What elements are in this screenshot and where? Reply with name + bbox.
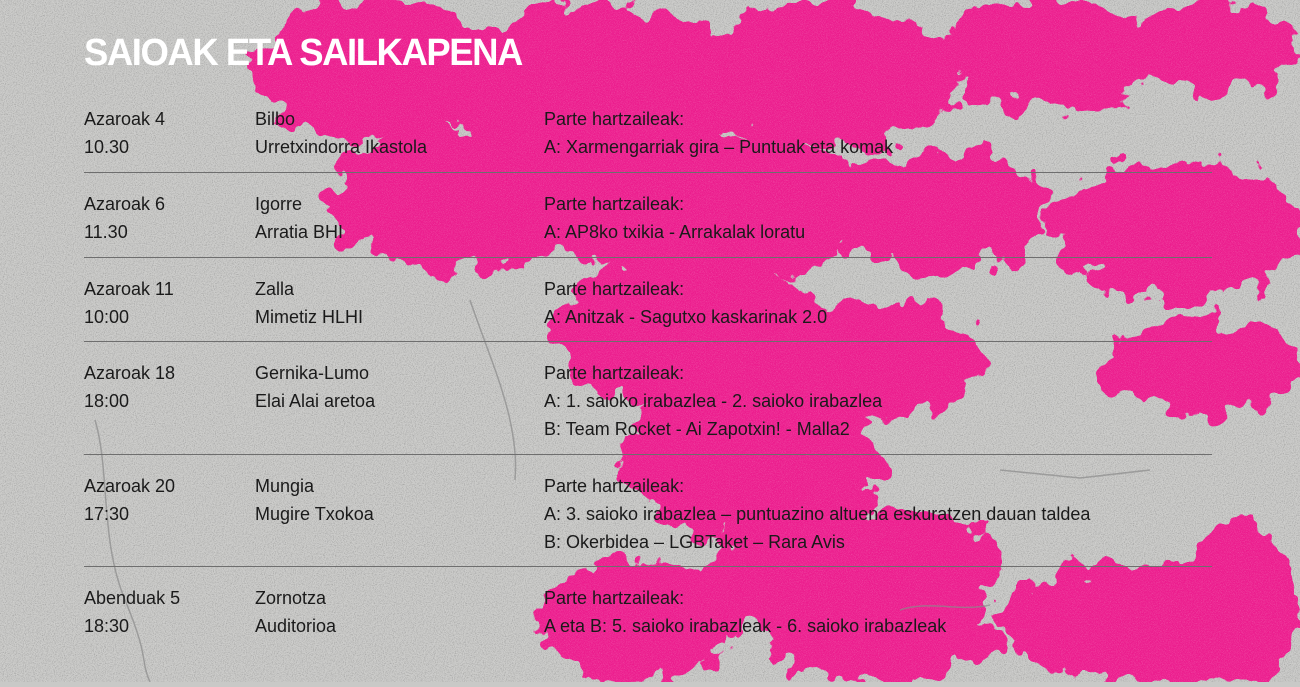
date-time-cell (84, 584, 180, 640)
participants-line: A: AP8ko txikia - Arrakalak loratu (544, 222, 806, 242)
session-date: Azaroak 18 (84, 363, 176, 383)
session-date: Azaroak 6 (84, 194, 166, 214)
session-date: Azaroak 11 (84, 279, 174, 299)
session-time: 11.30 (84, 222, 128, 242)
session-town: Gernika-Lumo (255, 363, 370, 383)
session-venue: Auditorioa (255, 616, 337, 636)
session-time: 18:30 (84, 616, 130, 636)
session-time: 17:30 (84, 504, 130, 524)
session-date: Abenduak 5 (84, 588, 181, 608)
schedule-row (84, 567, 1212, 687)
schedule-row (84, 342, 1212, 455)
participants-label: Parte hartzaileak: (544, 279, 685, 299)
session-town: Bilbo (255, 109, 296, 129)
session-venue: Urretxindorra Ikastola (255, 137, 428, 157)
location-cell (255, 359, 375, 415)
participants-label: Parte hartzaileak: (544, 476, 685, 496)
session-venue: Elai Alai aretoa (255, 391, 376, 411)
schedule-row (84, 455, 1212, 567)
date-time-cell (84, 275, 174, 331)
session-town: Zalla (255, 279, 295, 299)
schedule-table (84, 88, 1212, 687)
participants-line: A: 1. saioko irabazlea - 2. saioko irabazlea (544, 391, 883, 411)
participants-label: Parte hartzaileak: (544, 363, 685, 383)
page-title: SAIOAK ETA SAILKAPENA (84, 32, 522, 74)
session-date: Azaroak 4 (84, 109, 166, 129)
participants-cell (544, 359, 882, 443)
schedule-row (84, 88, 1212, 173)
location-cell (255, 275, 363, 331)
participants-cell (544, 275, 827, 331)
location-cell (255, 472, 374, 528)
participants-line: B: Team Rocket - Ai Zapotxin! - Malla2 (544, 419, 850, 439)
session-town: Zornotza (255, 588, 327, 608)
schedule-row (84, 173, 1212, 258)
date-time-cell (84, 472, 175, 528)
session-venue: Mimetiz HLHI (255, 307, 364, 327)
location-cell (255, 190, 343, 246)
participants-cell (544, 105, 893, 161)
participants-line: A eta B: 5. saioko irabazleak - 6. saioko irabazleak (544, 616, 947, 636)
participants-label: Parte hartzaileak: (544, 194, 685, 214)
session-town: Igorre (255, 194, 303, 214)
session-time: 10.30 (84, 137, 130, 157)
participants-line: B: Okerbidea – LGBTaket – Rara Avis (544, 532, 845, 552)
participants-cell (544, 472, 1090, 556)
session-venue: Arratia BHI (255, 222, 344, 242)
participants-cell (544, 584, 946, 640)
session-time: 18:00 (84, 391, 130, 411)
session-town: Mungia (255, 476, 315, 496)
location-cell (255, 584, 336, 640)
session-time: 10:00 (84, 307, 130, 327)
participants-label: Parte hartzaileak: (544, 588, 685, 608)
date-time-cell (84, 105, 165, 161)
session-date: Azaroak 20 (84, 476, 176, 496)
participants-line: A: Xarmengarriak gira – Puntuak eta komak (544, 137, 894, 157)
date-time-cell (84, 190, 165, 246)
participants-line: A: 3. saioko irabazlea – puntuazino altuena eskuratzen dauan taldea (544, 504, 1091, 524)
participants-cell (544, 190, 805, 246)
date-time-cell (84, 359, 175, 415)
participants-label: Parte hartzaileak: (544, 109, 685, 129)
location-cell (255, 105, 427, 161)
schedule-row (84, 258, 1212, 342)
participants-line: A: Anitzak - Sagutxo kaskarinak 2.0 (544, 307, 828, 327)
session-venue: Mugire Txokoa (255, 504, 374, 524)
